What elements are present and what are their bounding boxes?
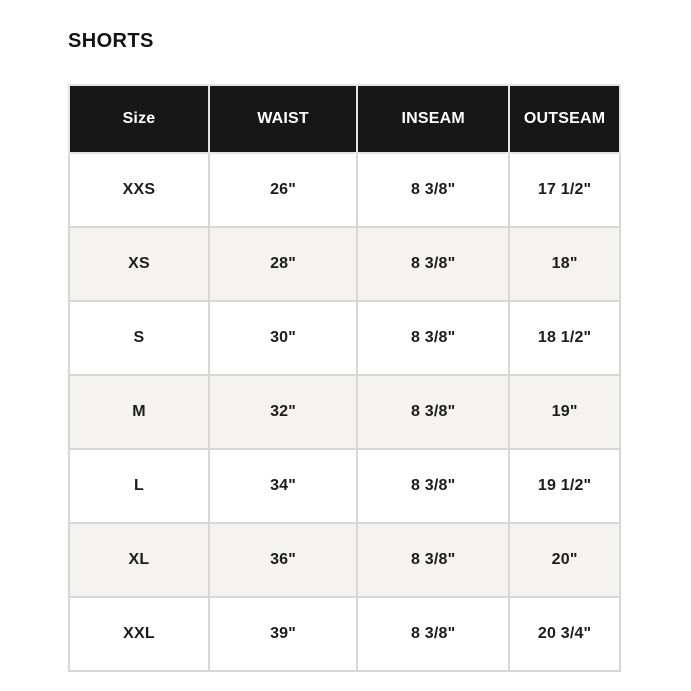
page-title: SHORTS [68, 30, 154, 52]
cell-waist: 36" [209, 523, 357, 597]
table-row [69, 523, 620, 597]
column-header-size: Size [69, 85, 209, 153]
cell-waist: 26" [209, 153, 357, 227]
cell-outseam: 20" [509, 523, 620, 597]
cell-outseam: 18 1/2" [509, 301, 620, 375]
table-row [69, 597, 620, 671]
table-header [69, 85, 620, 153]
table-row [69, 301, 620, 375]
table-row [69, 449, 620, 523]
header-row [69, 85, 620, 153]
cell-size: XL [69, 523, 209, 597]
table-row [69, 153, 620, 227]
cell-waist: 28" [209, 227, 357, 301]
cell-size: L [69, 449, 209, 523]
cell-waist: 39" [209, 597, 357, 671]
size-chart-table [68, 84, 621, 672]
column-header-outseam: OUTSEAM [509, 85, 620, 153]
table-body [69, 153, 620, 671]
cell-inseam: 8 3/8" [357, 375, 509, 449]
table-row [69, 227, 620, 301]
cell-waist: 30" [209, 301, 357, 375]
cell-outseam: 20 3/4" [509, 597, 620, 671]
cell-inseam: 8 3/8" [357, 153, 509, 227]
cell-outseam: 19" [509, 375, 620, 449]
cell-size: XXS [69, 153, 209, 227]
cell-size: XS [69, 227, 209, 301]
cell-outseam: 19 1/2" [509, 449, 620, 523]
cell-outseam: 18" [509, 227, 620, 301]
cell-inseam: 8 3/8" [357, 523, 509, 597]
cell-inseam: 8 3/8" [357, 449, 509, 523]
column-header-waist: WAIST [209, 85, 357, 153]
cell-waist: 34" [209, 449, 357, 523]
cell-size: XXL [69, 597, 209, 671]
cell-outseam: 17 1/2" [509, 153, 620, 227]
cell-size: M [69, 375, 209, 449]
column-header-inseam: INSEAM [357, 85, 509, 153]
cell-size: S [69, 301, 209, 375]
cell-inseam: 8 3/8" [357, 597, 509, 671]
cell-inseam: 8 3/8" [357, 301, 509, 375]
table-row [69, 375, 620, 449]
cell-waist: 32" [209, 375, 357, 449]
cell-inseam: 8 3/8" [357, 227, 509, 301]
